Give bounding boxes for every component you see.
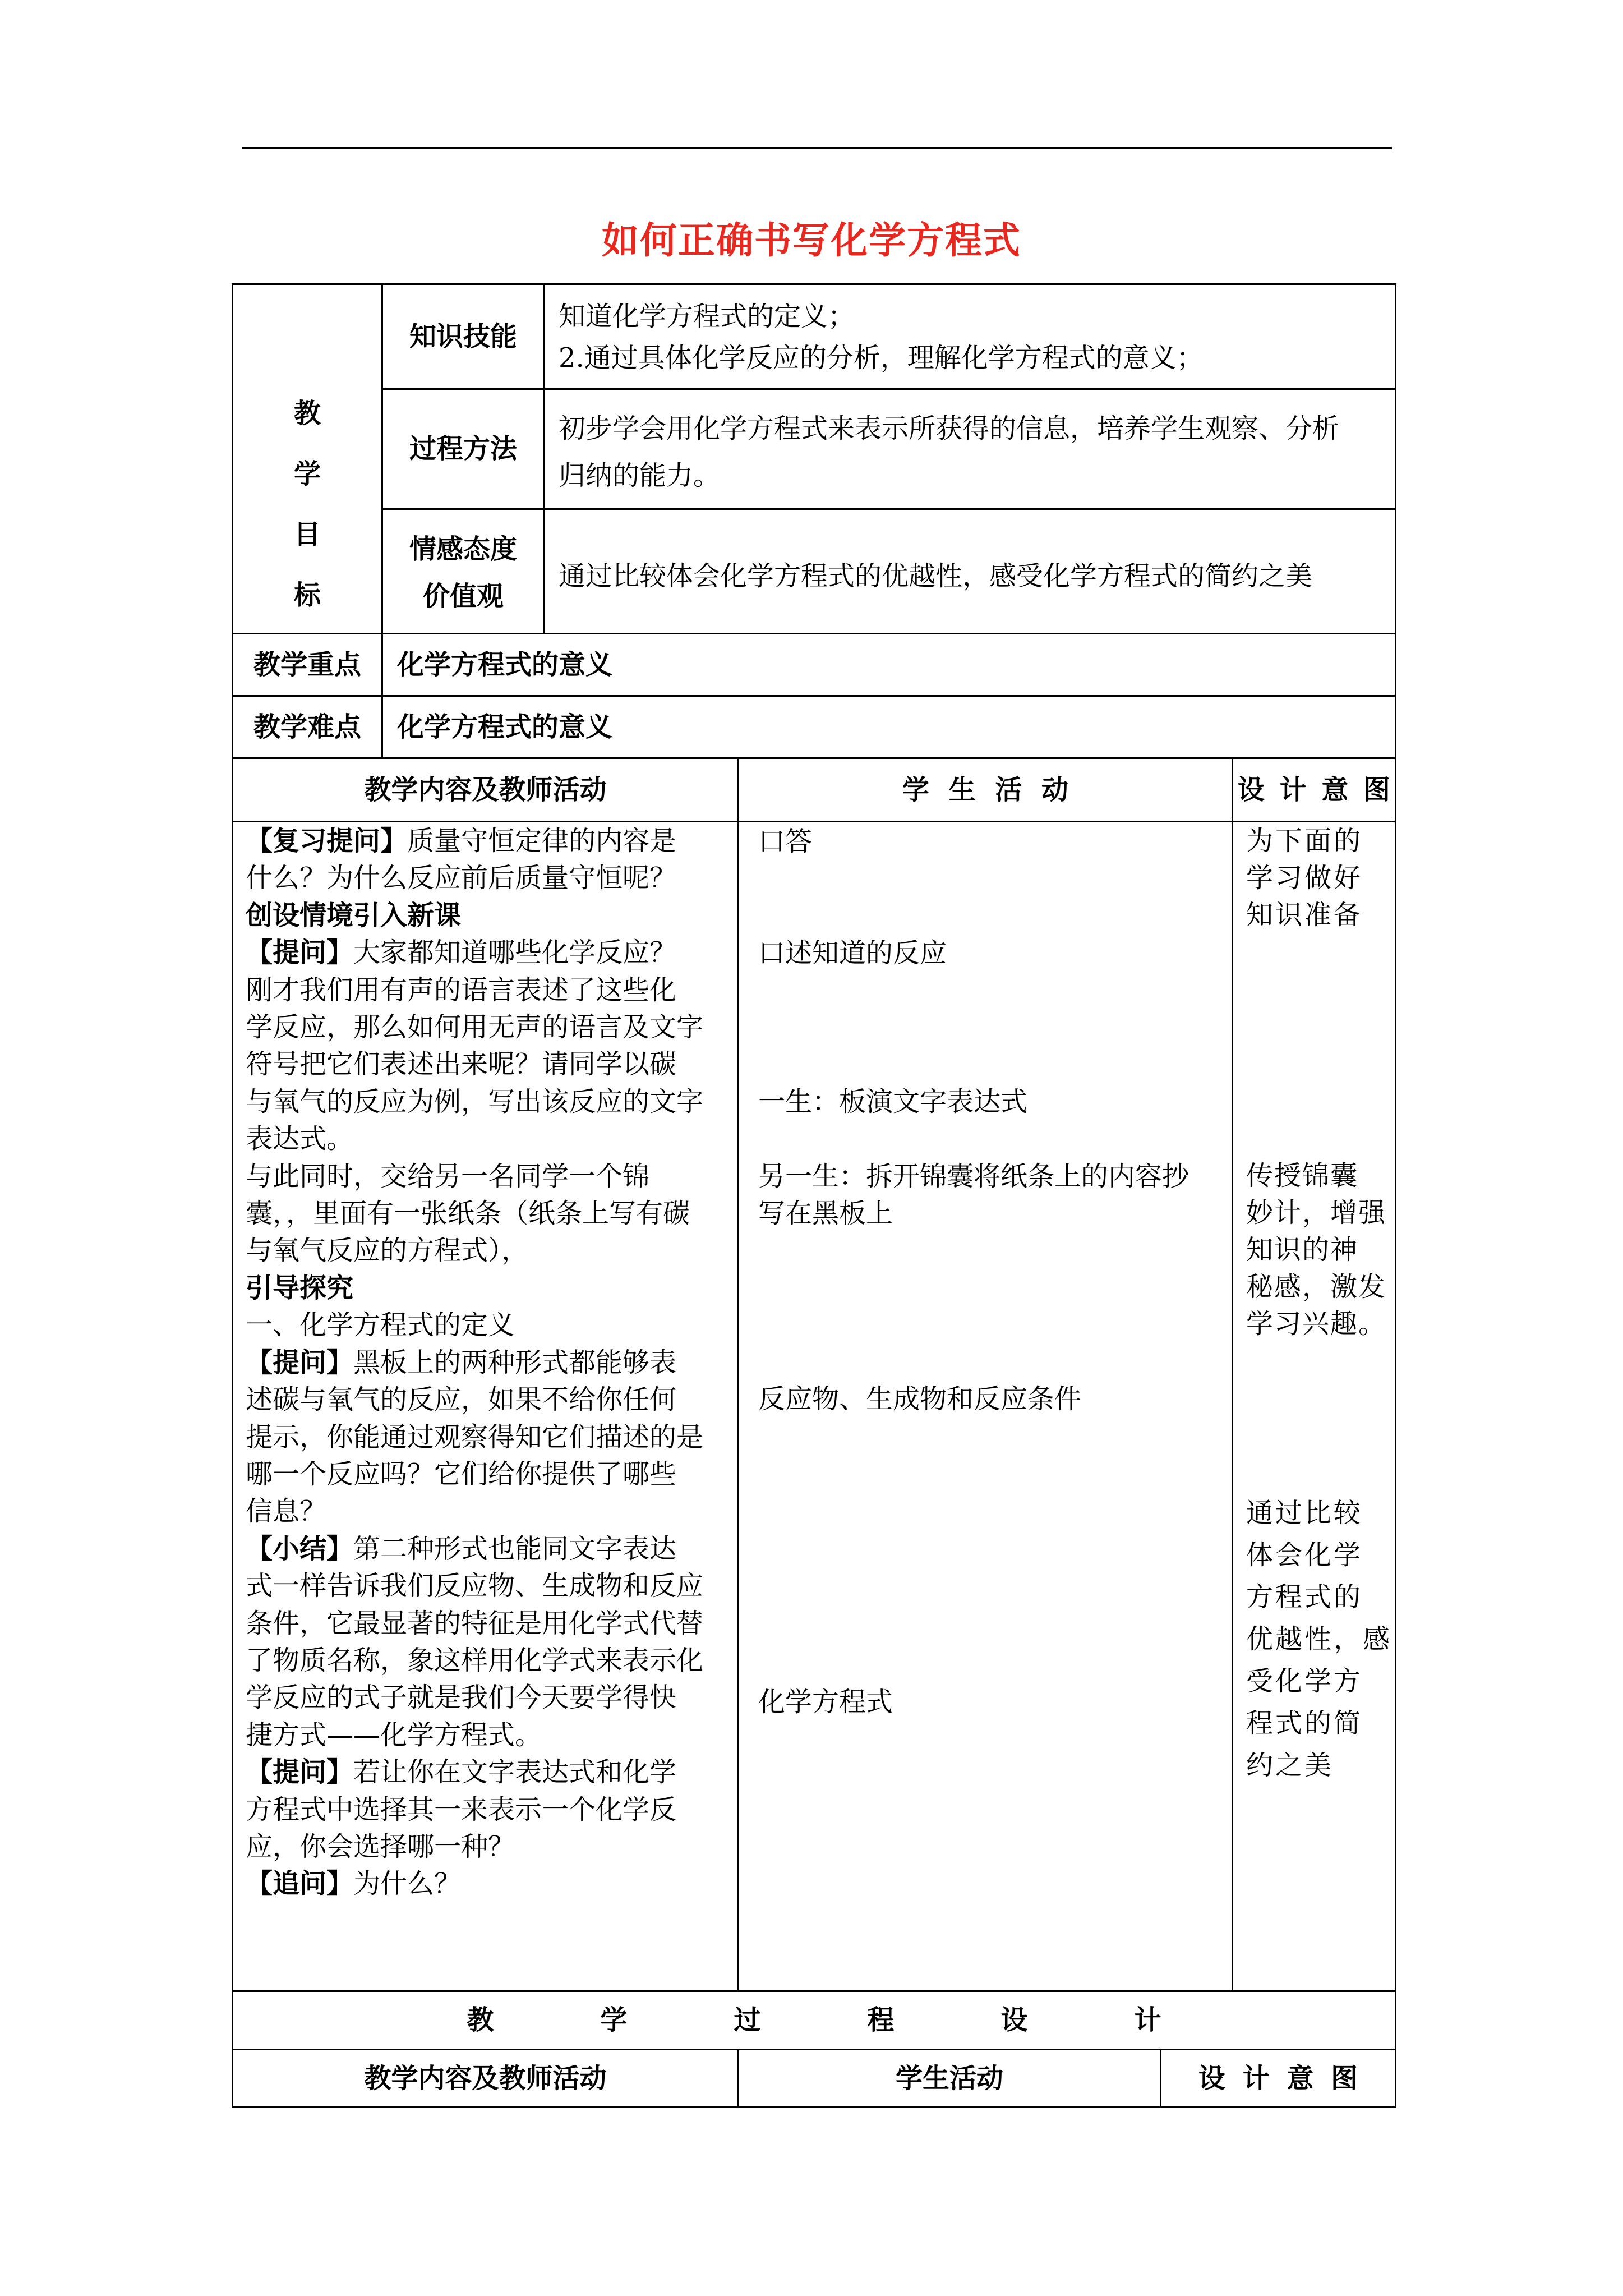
student-describe-reactions: 口述知道的反应 bbox=[758, 937, 947, 969]
teacher-line: 表达式。 bbox=[246, 1123, 354, 1155]
objective-knowledge-content: 知道化学方程式的定义； 2.通过具体化学反应的分析，理解化学方程式的意义； bbox=[559, 301, 1204, 374]
teacher-line: 【追问】为什么？ bbox=[246, 1868, 462, 1900]
teacher-line: 【小结】第二种形式也能同文字表达 bbox=[246, 1533, 677, 1565]
student-board-word-equation: 一生：板演文字表达式 bbox=[758, 1086, 1028, 1117]
student-reactants-products: 反应物、生成物和反应条件 bbox=[758, 1383, 1082, 1415]
teacher-line: 述碳与氧气的反应，如果不给你任何 bbox=[246, 1384, 677, 1416]
teacher-line: 应，你会选择哪一种？ bbox=[246, 1830, 515, 1862]
teacher-line: 【复习提问】质量守恒定律的内容是 bbox=[246, 825, 677, 857]
teacher-heading: 引导探究 bbox=[246, 1272, 354, 1304]
teacher-line: 【提问】大家都知道哪些化学反应？ bbox=[246, 937, 677, 969]
teacher-line: 学反应的式子就是我们今天要学得快 bbox=[246, 1682, 677, 1714]
bottom-intent-header: 设 计 意 图 bbox=[1198, 2063, 1358, 2094]
teacher-line: 与此同时，交给另一名同学一个锦 bbox=[246, 1160, 650, 1192]
bottom-teacher-header: 教学内容及教师活动 bbox=[364, 2063, 607, 2094]
teacher-line: 【提问】若让你在文字表达式和化学 bbox=[246, 1756, 677, 1788]
teacher-line: 囊，，里面有一张纸条（纸条上写有碳 bbox=[246, 1198, 690, 1230]
objective-process-content: 初步学会用化学方程式来表示所获得的信息，培养学生观察、分析 归纳的能力。 bbox=[559, 413, 1340, 491]
key-point-value: 化学方程式的意义 bbox=[397, 649, 613, 680]
objective-attitude-label: 情感态度 价值观 bbox=[409, 533, 517, 612]
teacher-line: 信息？ bbox=[246, 1496, 327, 1527]
difficult-point-label: 教学难点 bbox=[253, 711, 361, 743]
objectives-label: 教 学 目 标 bbox=[293, 398, 321, 611]
teacher-column-header: 教学内容及教师活动 bbox=[364, 774, 607, 806]
teacher-heading: 创设情境引入新课 bbox=[246, 899, 462, 931]
bottom-student-header: 学生活动 bbox=[895, 2063, 1003, 2094]
teacher-line: 与氧气反应的方程式）， bbox=[246, 1235, 529, 1267]
intent-preparation: 为下面的 学习做好 知识准备 bbox=[1246, 825, 1363, 931]
objective-knowledge-label: 知识技能 bbox=[409, 321, 517, 352]
header-rule bbox=[242, 147, 1392, 149]
intent-superiority: 通过比较 体会化学 方程式的 优越性，感 受化学方 程式的简 约之美 bbox=[1246, 1497, 1393, 1781]
student-answer: 口答 bbox=[758, 826, 813, 857]
intent-column-header: 设 计 意 图 bbox=[1237, 774, 1391, 806]
teacher-line: 条件，它最显著的特征是用化学式代替 bbox=[246, 1607, 704, 1639]
objective-process-label: 过程方法 bbox=[409, 433, 517, 464]
teacher-line: 了物质名称，象这样用化学式来表示化 bbox=[246, 1644, 704, 1676]
teacher-line: 什么？为什么反应前后质量守恒呢？ bbox=[246, 862, 677, 894]
teacher-line: 与氧气的反应为例，写出该反应的文字 bbox=[246, 1085, 704, 1117]
page-title: 如何正确书写化学方程式 bbox=[602, 219, 1021, 262]
teacher-activity-text bbox=[246, 822, 703, 1903]
teacher-line: 方程式中选择其一来表示一个化学反 bbox=[246, 1793, 677, 1825]
teacher-line: 【提问】黑板上的两种形式都能够表 bbox=[246, 1346, 677, 1378]
teacher-line: 刚才我们用有声的语言表述了这些化 bbox=[246, 974, 677, 1006]
teacher-line: 符号把它们表述出来呢？请同学以碳 bbox=[246, 1048, 677, 1080]
process-design-header: 教学过程设计 bbox=[467, 2004, 1268, 2036]
design-intent-cell bbox=[1232, 821, 1396, 1992]
teacher-line: 一、化学方程式的定义 bbox=[246, 1309, 515, 1341]
student-copy-note-line2: 写在黑板上 bbox=[758, 1198, 893, 1229]
teacher-line: 学反应，那么如何用无声的语言及文字 bbox=[246, 1011, 704, 1043]
teacher-line: 提示，你能通过观察得知它们描述的是 bbox=[246, 1421, 704, 1453]
student-chemical-equation: 化学方程式 bbox=[758, 1686, 893, 1718]
student-column-header: 学 生 活 动 bbox=[902, 774, 1069, 806]
difficult-point-value: 化学方程式的意义 bbox=[397, 711, 613, 743]
student-copy-note-line1: 另一生：拆开锦囊将纸条上的内容抄 bbox=[758, 1161, 1189, 1192]
teacher-line: 哪一个反应吗？它们给你提供了哪些 bbox=[246, 1458, 677, 1490]
intent-mystery: 传授锦囊 妙计，增强 知识的神 秘感，激发 学习兴趣。 bbox=[1246, 1160, 1387, 1340]
teacher-line: 捷方式——化学方程式。 bbox=[246, 1719, 542, 1751]
teacher-line: 式一样告诉我们反应物、生成物和反应 bbox=[246, 1570, 704, 1602]
key-point-label: 教学重点 bbox=[253, 649, 361, 680]
objective-attitude-content: 通过比较体会化学方程式的优越性，感受化学方程式的简约之美 bbox=[559, 560, 1313, 592]
